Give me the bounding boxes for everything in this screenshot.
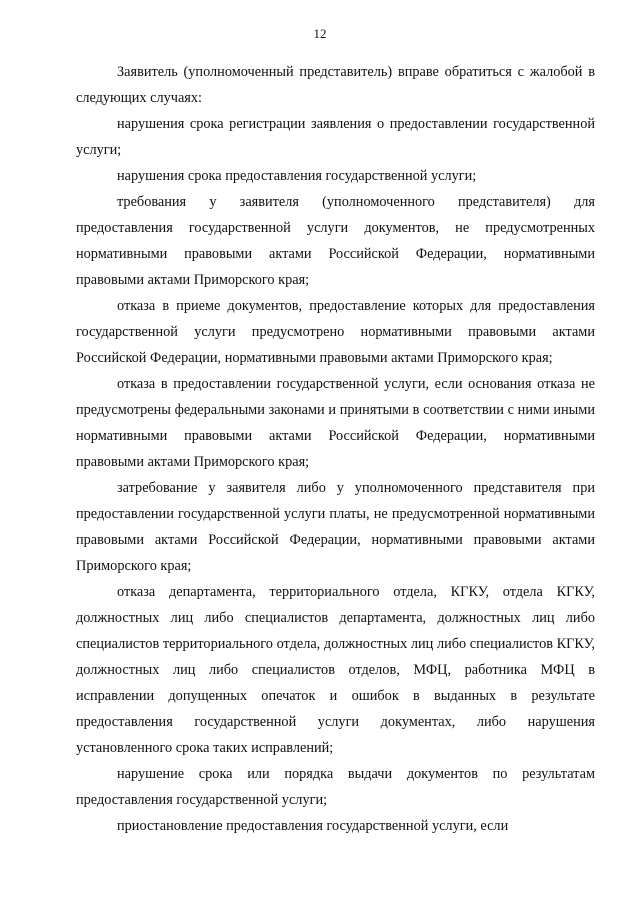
paragraph-document-refusal: отказа в приеме документов, предоставление которых для предоставления государственной услуги предусмотрено нормативными правовыми актами Российской Федерации, нормативными правовыми актами Приморского края; — [76, 298, 595, 366]
paragraph-suspension: приостановление предоставления государственной услуги, если — [117, 818, 509, 834]
paragraph-correction-refusal: отказа департамента, территориального отдела, КГКУ, отдела КГКУ, должностных лиц либо специалистов департамента, должностных лиц либо специалистов территориального отдела, должностных лиц либо специалистов КГКУ, должностных лиц либо специалистов отделов, МФЦ, работника МФЦ в исправлении допущенных опечаток и ошибок в выданных в результате предоставления государственной услуги документах, либо нарушения установленного срока таких исправлений; — [76, 584, 595, 756]
document-body — [76, 59, 595, 839]
paragraph-service-refusal: отказа в предоставлении государственной услуги, если основания отказа не предусмотрены федеральными законами и принятыми в соответствии с ними иными нормативными правовыми актами Российской Федерации, нормативными правовыми актами Приморского края; — [76, 376, 595, 470]
page-number: 12 — [313, 26, 327, 41]
paragraph-complaint-intro: Заявитель (уполномоченный представитель) вправе обратиться с жалобой в следующих случаях: — [76, 64, 595, 106]
paragraph-service-deadline: нарушения срока предоставления государственной услуги; — [117, 168, 477, 184]
paragraph-registration-deadline: нарушения срока регистрации заявления о предоставлении государственной услуги; — [76, 116, 595, 158]
paragraph-fee-demand: затребование у заявителя либо у уполномоченного представителя при предоставлении государственной услуги платы, не предусмотренной нормативными правовыми актами Российской Федерации, нормативными правовыми актами Приморского края; — [76, 480, 595, 574]
paragraph-extra-documents-demand: требования у заявителя (уполномоченного представителя) для предоставления государственной услуги документов, не предусмотренных нормативными правовыми актами Российской Федерации, нормативными правовыми актами Приморского края; — [76, 194, 595, 288]
paragraph-issuance-violation: нарушение срока или порядка выдачи документов по результатам предоставления государственной услуги; — [76, 766, 595, 808]
